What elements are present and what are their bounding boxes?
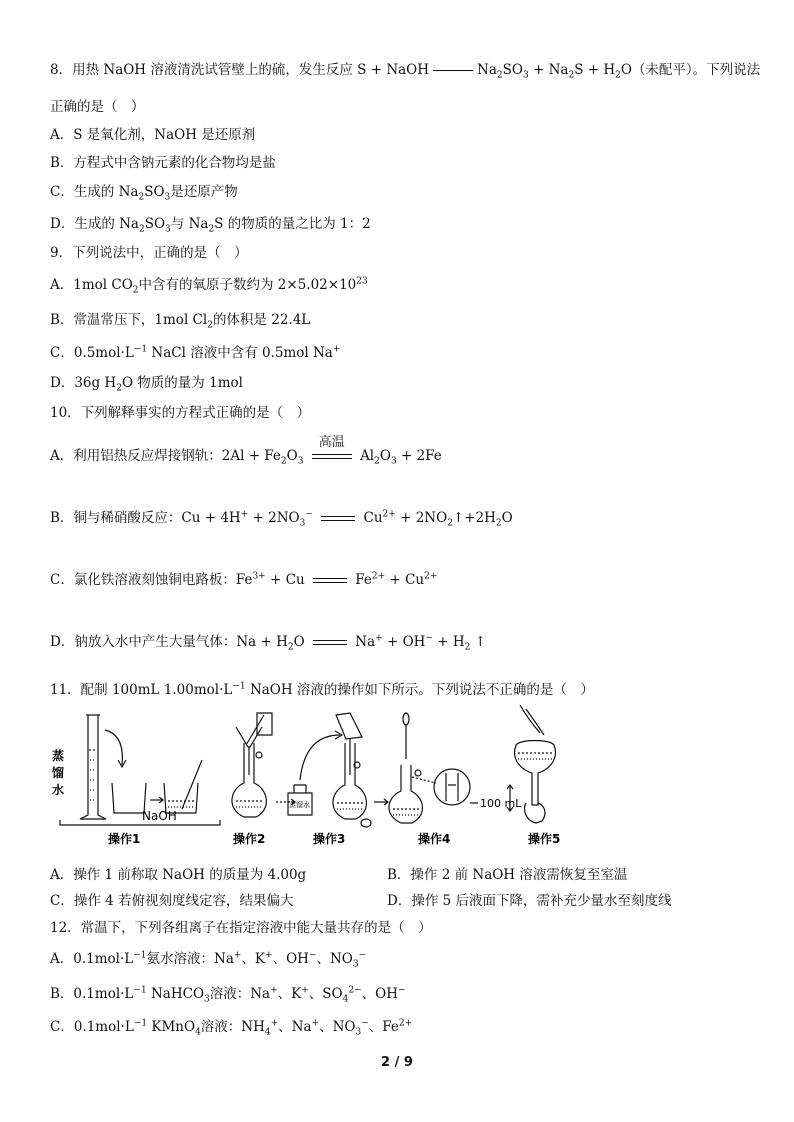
q10-option-d: D．钠放入水中产生大量气体：$Na + H_2O$ $Na^+ + OH^- + H_2$ ↑ — [50, 633, 487, 653]
q11-stem: 11．配制 100mL $1.00mol\cdot L^{-1}$ NaOH 溶液的操作如下所示。下列说法不正确的是（ ） — [50, 681, 594, 698]
figure-label-100ml: 100 mL — [480, 797, 522, 810]
q8-stem-cont: 正确的是（ ） — [50, 99, 145, 115]
solution-preparation-figure — [50, 705, 570, 850]
q10-option-b: B．铜与稀硝酸反应：$Cu + 4H^+ + 2NO_3^-$ $Cu^{2+}$ + $2NO_2↑+2H_2O$ — [50, 509, 513, 529]
q10-option-c: C．氯化铁溶液刻蚀铜电路板：$Fe^{3+} + Cu$ $Fe^{2+} + Cu^{2+}$ — [50, 571, 438, 588]
q8-option-c: C．生成的 $Na_2SO_3$是还原产物 — [50, 184, 238, 203]
q12-option-a: A．$0.1mol\cdot L^{-1}$氨水溶液：Na+、K+、OH−、$NO_3^-$ — [50, 950, 367, 970]
q11-option-d: D．操作 5 后液面下降，需补充少量水至刻度线 — [387, 893, 672, 909]
q9-option-b: B．常温常压下，1mol $Cl_2$的体积是 22.4L — [50, 312, 311, 331]
q11-option-b: B．操作 2 前 NaOH 溶液需恢复至室温 — [387, 867, 628, 883]
q8-option-a: A．S 是氧化剂，NaOH 是还原剂 — [50, 127, 256, 143]
equals-sign — [313, 578, 347, 583]
q12-stem: 12．常温下，下列各组离子在指定溶液中能大量共存的是（ ） — [50, 920, 432, 936]
q9-option-a: A．1mol $CO_2$中含有的氧原子数约为 $2\times 5.02\times 10^{23}$ — [50, 276, 368, 296]
q12-option-c: C．$0.1mol\cdot L^{-1}$ KMnO$_4$溶液：$NH_4^+$、Na+、$NO_3^-$、$Fe^{2+}$ — [50, 1018, 413, 1038]
q11-option-c: C．操作 4 若俯视刻度线定容，结果偏大 — [50, 893, 294, 909]
page-number: 2 / 9 — [381, 1055, 413, 1070]
q10-option-a: A．利用铝热反应焊接钢轨：$2Al + Fe_2O_3$ 高温 $Al_2O_3 + 2Fe$ — [50, 435, 442, 467]
q11-option-a: A．操作 1 前称取 NaOH 的质量为 4.00g — [50, 867, 307, 883]
figure-label-op3: 操作3 — [313, 832, 346, 846]
q8-stem: 8．用热 NaOH 溶液清洗试管壁上的硫，发生反应 S + NaOH $Na_2SO_3 + Na_2S + H_2O$（未配平）。下列说法 — [50, 62, 761, 81]
reaction-arrow — [433, 70, 473, 71]
q9-option-d: D．36g $H_2O$ 物质的量为 1mol — [50, 375, 243, 394]
q9-option-c: C．$0.5mol\cdot L^{-1}$ NaCl 溶液中含有 0.5mol Na+ — [50, 344, 341, 361]
figure-label-op2: 操作2 — [233, 832, 266, 846]
q9-stem: 9．下列说法中，正确的是（ ） — [50, 245, 248, 261]
equals-sign — [313, 640, 347, 645]
figure-label-water-3: 水 — [52, 783, 65, 797]
q10-stem: 10．下列解释事实的方程式正确的是（ ） — [50, 405, 311, 421]
figure-label-water-2: 馏 — [52, 766, 65, 780]
q8-option-d: D．生成的 $Na_2SO_3$与 $Na_2S$ 的物质的量之比为 1：2 — [50, 216, 371, 235]
figure-label-op5: 操作5 — [528, 832, 561, 846]
equals-sign — [321, 516, 355, 521]
figure-label-water-1: 蒸 — [52, 749, 65, 763]
figure-label-op1: 操作1 — [108, 832, 141, 846]
q12-option-b: B．$0.1mol\cdot L^{-1}$ NaHCO$_3$溶液：Na+、K+、$SO_4^{2-}$、OH− — [50, 985, 406, 1005]
q8-option-b: B．方程式中含钠元素的化合物均是盐 — [50, 155, 276, 171]
figure-label-naoh: NaOH — [142, 809, 177, 823]
figure-label-op4: 操作4 — [418, 832, 451, 846]
figure-label-bottle: 蒸馏水 — [289, 801, 310, 809]
condition-arrow: 高温 — [312, 454, 352, 459]
